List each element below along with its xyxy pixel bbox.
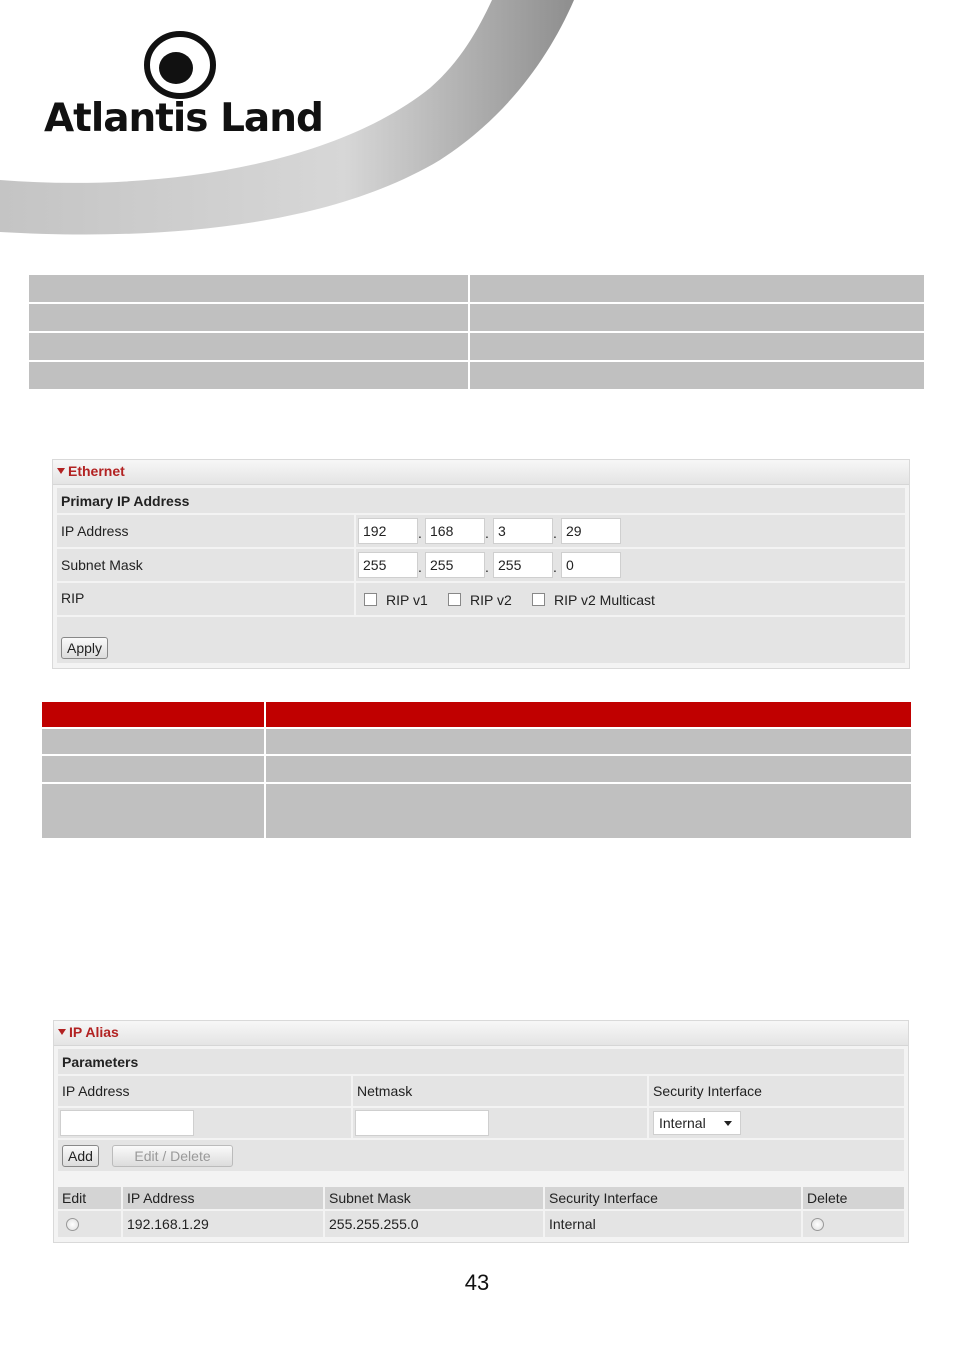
rip-v2-label: RIP v2 [470, 592, 512, 608]
dropdown-arrow-icon [724, 1121, 732, 1126]
ethernet-panel [52, 459, 910, 669]
alias-ip-input[interactable] [60, 1110, 194, 1136]
subnet-mask-row: Subnet Mask 255 . 255 . 255 . 0 [57, 549, 905, 581]
logo-mark [143, 30, 217, 100]
security-interface-select[interactable]: Internal [653, 1111, 741, 1135]
mask-octet-4-input[interactable]: 0 [561, 552, 621, 578]
alias-netmask-input[interactable] [355, 1110, 489, 1136]
info-table-1 [29, 275, 924, 389]
add-button[interactable]: Add [62, 1145, 99, 1167]
info-table-2 [42, 702, 911, 838]
ip-address-row: IP Address 192 . 168 . 3 . 29 [57, 515, 905, 547]
collapse-triangle-icon [57, 468, 65, 474]
ethernet-panel-title[interactable]: Ethernet [53, 460, 909, 485]
ip-octet-4-input[interactable]: 29 [561, 518, 621, 544]
list-ip-header: IP Address [127, 1190, 195, 1206]
subnet-mask-label: Subnet Mask [61, 557, 143, 573]
alias-security-header: Security Interface [653, 1083, 762, 1099]
ip-address-label: IP Address [61, 523, 129, 539]
list-security-header: Security Interface [549, 1190, 658, 1206]
rip-v2-multicast-checkbox[interactable] [532, 593, 545, 606]
ip-octet-3-input[interactable]: 3 [493, 518, 553, 544]
parameters-section-row [58, 1049, 904, 1074]
delete-radio[interactable] [811, 1218, 824, 1231]
alias-header-row [58, 1076, 904, 1106]
rip-v1-label: RIP v1 [386, 592, 428, 608]
ip-octet-2-input[interactable]: 168 [425, 518, 485, 544]
list-delete-header: Delete [807, 1190, 848, 1206]
collapse-triangle-icon [58, 1029, 66, 1035]
row-security-interface: Internal [549, 1216, 596, 1232]
table-row [58, 1211, 904, 1237]
primary-ip-section-label: Primary IP Address [61, 492, 190, 509]
edit-radio[interactable] [66, 1218, 79, 1231]
rip-label: RIP [61, 590, 85, 606]
row-subnet-mask: 255.255.255.0 [329, 1216, 419, 1232]
alias-button-row [58, 1140, 904, 1171]
list-mask-header: Subnet Mask [329, 1190, 411, 1206]
ip-octet-1-input[interactable]: 192 [358, 518, 418, 544]
alias-netmask-header: Netmask [357, 1083, 413, 1099]
apply-row [57, 617, 905, 663]
logo-text: Atlantis Land [44, 96, 323, 141]
primary-ip-section-row [57, 488, 905, 513]
list-edit-header: Edit [62, 1190, 87, 1206]
rip-v2-multicast-label: RIP v2 Multicast [554, 592, 655, 608]
edit-delete-button[interactable]: Edit / Delete [112, 1145, 233, 1167]
page-number: 43 [464, 1270, 490, 1295]
ip-alias-panel-title[interactable]: IP Alias [54, 1021, 908, 1046]
mask-octet-1-input[interactable]: 255 [358, 552, 418, 578]
alias-input-row [58, 1108, 904, 1138]
parameters-section-label: Parameters [62, 1053, 139, 1070]
ip-alias-panel [53, 1020, 909, 1243]
rip-row [57, 583, 905, 615]
rip-v1-checkbox[interactable] [364, 593, 377, 606]
mask-octet-3-input[interactable]: 255 [493, 552, 553, 578]
alias-list-header [58, 1187, 904, 1209]
mask-octet-2-input[interactable]: 255 [425, 552, 485, 578]
rip-v2-checkbox[interactable] [448, 593, 461, 606]
row-ip-address: 192.168.1.29 [127, 1216, 209, 1232]
apply-button[interactable]: Apply [61, 637, 108, 659]
alias-ip-header: IP Address [62, 1083, 130, 1099]
